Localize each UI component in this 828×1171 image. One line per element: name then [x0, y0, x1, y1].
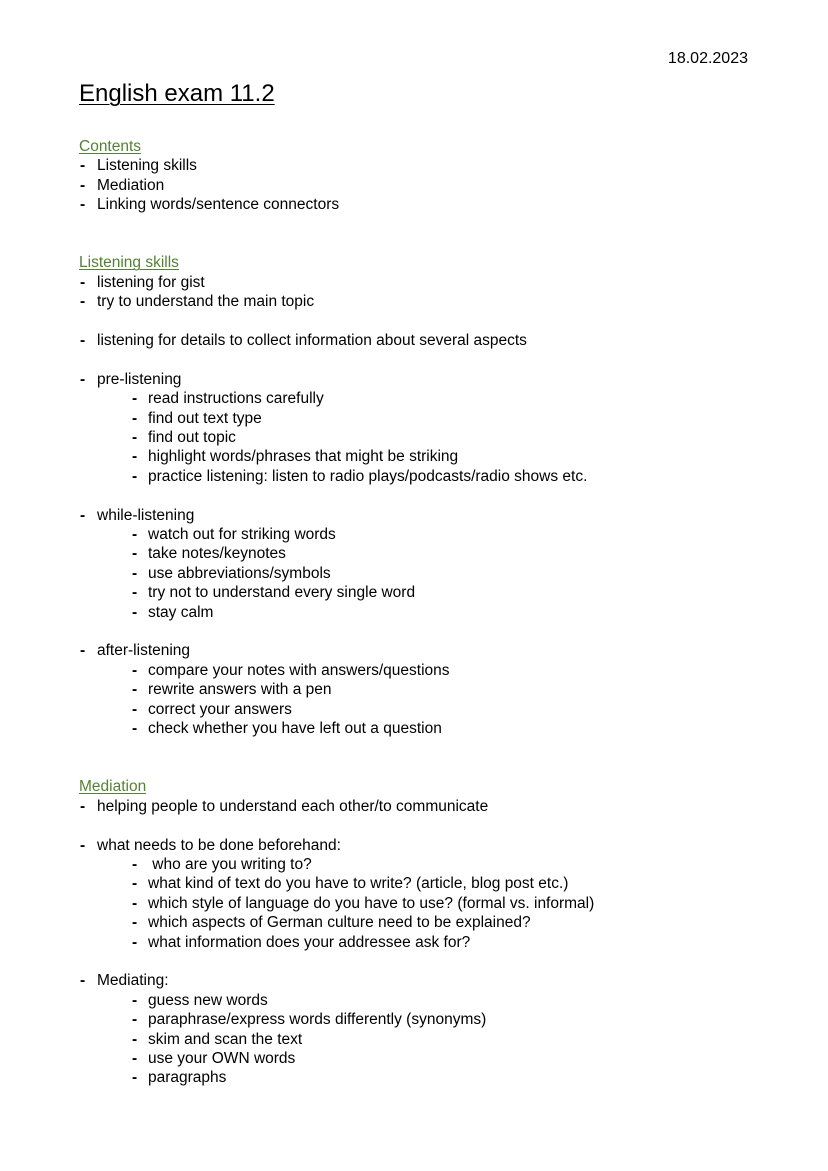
listening-details-list — [79, 331, 779, 350]
sub-list-item: - practice listening: listen to radio plays/podcasts/radio shows etc. — [97, 467, 779, 486]
sub-list-item: - rewrite answers with a pen — [97, 680, 779, 699]
sub-list-item: - find out topic — [97, 428, 779, 447]
sub-list-item: - watch out for striking words — [97, 525, 779, 544]
document-body — [79, 137, 779, 1088]
beforehand-label: what needs to be done beforehand: — [97, 836, 341, 854]
list-item — [79, 506, 779, 622]
sub-list-item: - paragraphs — [97, 1068, 779, 1087]
mediating-label: Mediating: — [97, 972, 169, 990]
sub-list-item: - paraphrase/express words differently (synonyms) — [97, 1010, 779, 1029]
spacer — [79, 215, 779, 254]
contents-heading: Contents — [79, 138, 142, 155]
list-item: - Listening skills — [79, 156, 779, 175]
spacer — [79, 816, 779, 835]
list-item: - helping people to understand each other/to communicate — [79, 797, 779, 816]
sub-list-item: - find out text type — [97, 409, 779, 428]
sub-list-item: - which aspects of German culture need to be explained? — [97, 913, 779, 932]
sub-list-item: - compare your notes with answers/questions — [97, 661, 779, 680]
sub-list-item: - what kind of text do you have to write? (article, blog post etc.) — [97, 874, 779, 893]
beforehand-list — [79, 836, 779, 952]
while-listening-label: while-listening — [97, 506, 195, 524]
document-title: English exam 11.2 — [79, 80, 275, 107]
spacer — [79, 622, 779, 641]
while-listening-sublist — [97, 525, 779, 622]
mediating-list — [79, 971, 779, 1087]
spacer — [79, 952, 779, 971]
listening-gist-list — [79, 273, 779, 312]
mediating-sublist — [97, 991, 779, 1088]
list-item — [79, 641, 779, 738]
after-listening-label: after-listening — [97, 642, 191, 660]
spacer — [79, 350, 779, 369]
mediation-intro-list — [79, 797, 779, 816]
mediation-heading: Mediation — [79, 778, 147, 796]
listening-heading: Listening skills — [79, 254, 179, 272]
pre-listening-label: pre-listening — [97, 370, 182, 388]
spacer — [79, 739, 779, 778]
sub-list-item: - use abbreviations/symbols — [97, 564, 779, 583]
sub-list-item: - highlight words/phrases that might be striking — [97, 447, 779, 466]
spacer — [79, 486, 779, 505]
list-item: - Mediation — [79, 176, 779, 195]
document-date: 18.02.2023 — [667, 50, 748, 67]
sub-list-item: - correct your answers — [97, 700, 779, 719]
pre-listening-sublist — [97, 389, 779, 486]
after-listening-list — [79, 641, 779, 738]
contents-list — [79, 156, 779, 214]
sub-list-item: - skim and scan the text — [97, 1030, 779, 1049]
sub-list-item: - which style of language do you have to use? (formal vs. informal) — [97, 894, 779, 913]
sub-list-item: - check whether you have left out a question — [97, 719, 779, 738]
while-listening-list — [79, 506, 779, 622]
beforehand-sublist — [97, 855, 779, 952]
list-item — [79, 370, 779, 486]
sub-list-item: - read instructions carefully — [97, 389, 779, 408]
sub-list-item: - what information does your addressee ask for? — [97, 933, 779, 952]
sub-list-item: - try not to understand every single word — [97, 583, 779, 602]
sub-list-item: - guess new words — [97, 991, 779, 1010]
pre-listening-list — [79, 370, 779, 486]
sub-list-item: - stay calm — [97, 603, 779, 622]
list-item: - listening for details to collect information about several aspects — [79, 331, 779, 350]
list-item: - listening for gist — [79, 273, 779, 292]
sub-list-item: - use your OWN words — [97, 1049, 779, 1068]
spacer — [79, 312, 779, 331]
list-item — [79, 971, 779, 1087]
list-item: - try to understand the main topic — [79, 292, 779, 311]
sub-list-item: - take notes/keynotes — [97, 544, 779, 563]
list-item: - Linking words/sentence connectors — [79, 195, 779, 214]
after-listening-sublist — [97, 661, 779, 739]
sub-list-item: - who are you writing to? — [97, 855, 779, 874]
list-item — [79, 836, 779, 952]
